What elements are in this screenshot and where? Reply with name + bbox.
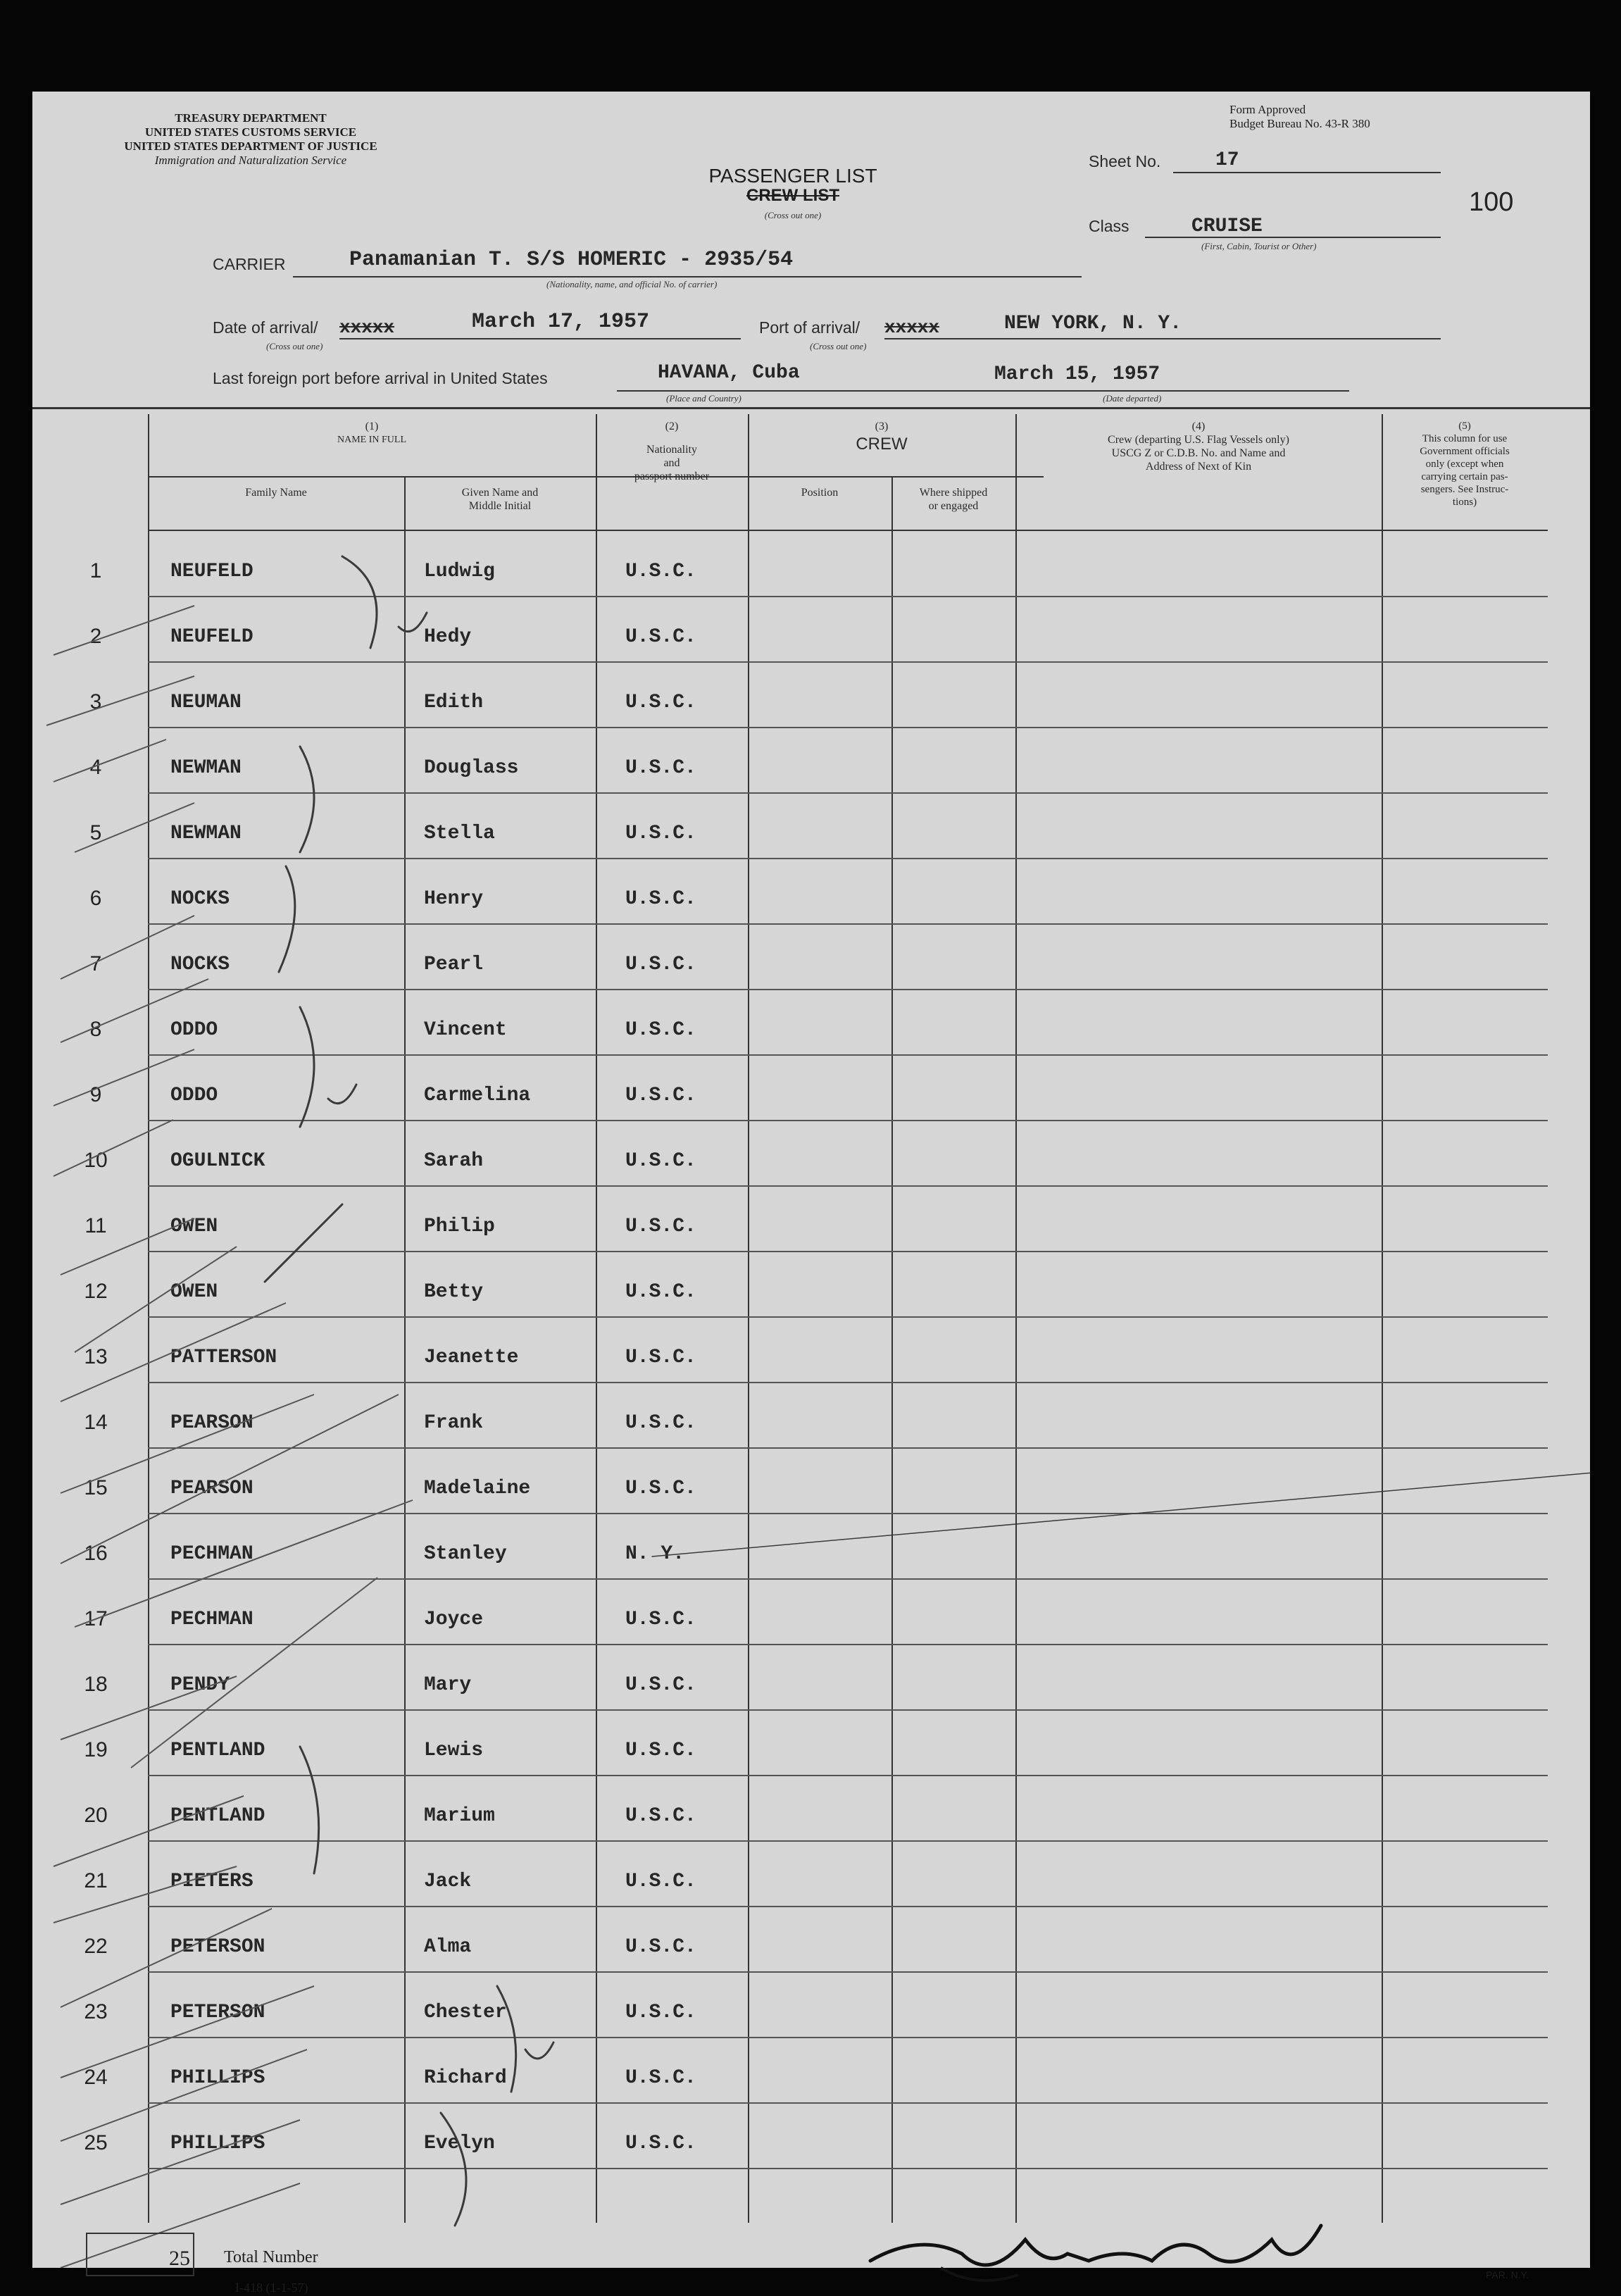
- carrier-label: CARRIER: [213, 255, 286, 273]
- given-name: Mary: [424, 1674, 472, 1696]
- nationality: U.S.C.: [625, 823, 696, 844]
- given-name: Richard: [424, 2067, 507, 2089]
- arrival-date-value: March 17, 1957: [472, 310, 650, 334]
- family-name: NOCKS: [170, 888, 230, 910]
- given-name: Betty: [424, 1281, 484, 1303]
- total-number-value: 25: [169, 2247, 190, 2270]
- crew-title: CREW: [856, 435, 908, 454]
- carrier-value: Panamanian T. S/S HOMERIC - 2935/54: [349, 248, 794, 272]
- given-name: Carmelina: [424, 1085, 531, 1106]
- family-name: NEWMAN: [170, 757, 242, 779]
- row-number: 22: [84, 1935, 108, 1958]
- nationality: U.S.C.: [625, 1412, 696, 1434]
- family-name: PHILLIPS: [170, 2133, 265, 2154]
- passenger-list-form: [32, 92, 1590, 2295]
- nationality: U.S.C.: [625, 1150, 696, 1172]
- col4-number: (4): [1191, 420, 1206, 432]
- signature: [856, 2211, 1363, 2296]
- gov-line6: tions): [1452, 497, 1477, 508]
- given-name: Philip: [424, 1216, 495, 1237]
- printer-mark: PAR. N.Y.: [1486, 2269, 1529, 2281]
- given-name: Edith: [424, 692, 484, 713]
- given-name: Frank: [424, 1412, 484, 1434]
- family-name: PETERSON: [170, 2002, 265, 2023]
- nationality: U.S.C.: [625, 1805, 696, 1827]
- given-name: Vincent: [424, 1019, 507, 1041]
- gov-line2: Government officials: [1420, 446, 1510, 457]
- where-shipped-line1: Where shipped: [919, 487, 988, 499]
- nationality: U.S.C.: [625, 1740, 696, 1761]
- given-name: Ludwig: [424, 561, 495, 582]
- agency-line-2: UNITED STATES CUSTOMS SERVICE: [144, 125, 357, 139]
- date-departed-value: March 15, 1957: [994, 363, 1160, 385]
- nationality: U.S.C.: [625, 2133, 696, 2154]
- row-number: 8: [89, 1018, 102, 1041]
- nationality: U.S.C.: [625, 1019, 696, 1041]
- total-number-label: Total Number: [224, 2248, 318, 2266]
- budget-bureau-text: Budget Bureau No. 43-R 380: [1229, 117, 1370, 130]
- family-name: PENTLAND: [170, 1740, 265, 1761]
- nationality: U.S.C.: [625, 2067, 696, 2089]
- family-name: NEUFELD: [170, 626, 254, 648]
- row-number: 24: [84, 2066, 108, 2089]
- nationality: U.S.C.: [625, 1281, 696, 1303]
- arrival-date-label: Date of arrival/: [213, 318, 318, 337]
- nationality: U.S.C.: [625, 1478, 696, 1499]
- row-number: 9: [89, 1083, 102, 1106]
- row-number: 20: [84, 1804, 108, 1827]
- nationality: U.S.C.: [625, 1609, 696, 1630]
- date-departed-caption: (Date departed): [1103, 393, 1162, 404]
- family-name: NEUMAN: [170, 692, 242, 713]
- family-name: ODDO: [170, 1085, 218, 1106]
- row-number: 19: [84, 1738, 108, 1761]
- given-name: Jack: [424, 1871, 472, 1892]
- title-caption: (Cross out one): [764, 210, 822, 220]
- crossed-out-crew-word: CREW LIST: [746, 186, 839, 205]
- form-approved-text: Form Approved: [1229, 103, 1306, 116]
- family-name: PATTERSON: [170, 1347, 277, 1368]
- nationality: U.S.C.: [625, 1936, 696, 1958]
- nationality-header-line1: Nationality: [646, 444, 697, 456]
- family-name: PENDY: [170, 1674, 230, 1696]
- nationality: U.S.C.: [625, 888, 696, 910]
- nationality: U.S.C.: [625, 692, 696, 713]
- sheet-no-label: Sheet No.: [1089, 152, 1161, 170]
- nationality: U.S.C.: [625, 1216, 696, 1237]
- row-number: 14: [84, 1411, 108, 1434]
- nationality-header-line3: passport number: [634, 470, 710, 482]
- class-caption: (First, Cabin, Tourist or Other): [1201, 241, 1317, 251]
- family-name: NEWMAN: [170, 823, 242, 844]
- col2-number: (2): [665, 420, 679, 432]
- family-name: PIETERS: [170, 1871, 254, 1892]
- row-number: 23: [84, 2000, 108, 2023]
- row-number: 2: [89, 625, 102, 648]
- port-crossed-word: xxxxx: [884, 317, 940, 338]
- next-of-kin-line1: Crew (departing U.S. Flag Vessels only): [1108, 434, 1289, 446]
- nationality-header-line2: and: [663, 457, 680, 469]
- family-name: ODDO: [170, 1019, 218, 1041]
- agency-line-1: TREASURY DEPARTMENT: [175, 111, 327, 125]
- form-number: I-418 (1-1-57): [235, 2281, 308, 2295]
- agency-line-3: UNITED STATES DEPARTMENT OF JUSTICE: [124, 139, 377, 153]
- nationality: U.S.C.: [625, 954, 696, 975]
- nationality: N. Y.: [625, 1543, 685, 1565]
- col5-number: (5): [1458, 420, 1471, 432]
- row-number: 7: [89, 952, 102, 975]
- given-name: Lewis: [424, 1740, 484, 1761]
- given-name: Chester: [424, 2002, 507, 2023]
- row-number: 1: [89, 559, 102, 582]
- family-name: OWEN: [170, 1281, 218, 1303]
- nationality: U.S.C.: [625, 1085, 696, 1106]
- port-label: Port of arrival/: [759, 318, 860, 337]
- given-name: Henry: [424, 888, 484, 910]
- total-number-box: [86, 2233, 194, 2276]
- family-name: PEARSON: [170, 1412, 254, 1434]
- given-name: Stella: [424, 823, 495, 844]
- family-name: PETERSON: [170, 1936, 265, 1958]
- family-name: PECHMAN: [170, 1609, 254, 1630]
- nationality: U.S.C.: [625, 1674, 696, 1696]
- row-number: 13: [84, 1345, 108, 1368]
- family-name: PEARSON: [170, 1478, 254, 1499]
- row-number: 12: [84, 1280, 108, 1303]
- given-name: Jeanette: [424, 1347, 519, 1368]
- row-number: 15: [84, 1476, 108, 1499]
- given-name: Douglass: [424, 757, 519, 779]
- handwritten-pencil-marks: [32, 92, 1590, 2268]
- given-name: Madelaine: [424, 1478, 531, 1499]
- sheet-no-value: 17: [1215, 149, 1239, 171]
- col3-number: (3): [875, 420, 889, 432]
- next-of-kin-line2: USCG Z or C.D.B. No. and Name and: [1111, 447, 1286, 459]
- page-number: 100: [1469, 187, 1514, 217]
- next-of-kin-line3: Address of Next of Kin: [1145, 461, 1252, 473]
- row-number: 3: [89, 690, 102, 713]
- given-name: Joyce: [424, 1609, 484, 1630]
- family-name: PENTLAND: [170, 1805, 265, 1827]
- row-number: 21: [84, 1869, 108, 1892]
- nationality: U.S.C.: [625, 1347, 696, 1368]
- given-name: Sarah: [424, 1150, 484, 1172]
- port-value: NEW YORK, N. Y.: [1004, 313, 1182, 335]
- row-number: 17: [84, 1607, 108, 1630]
- port-caption: (Cross out one): [810, 341, 867, 351]
- row-number: 5: [89, 821, 102, 844]
- given-name: Hedy: [424, 626, 472, 648]
- family-name-header: Family Name: [245, 487, 307, 499]
- family-name: OWEN: [170, 1216, 218, 1237]
- row-number: 11: [85, 1214, 107, 1237]
- row-number: 6: [89, 887, 102, 910]
- given-name: Marium: [424, 1805, 495, 1827]
- given-name: Alma: [424, 1936, 472, 1958]
- nationality: U.S.C.: [625, 626, 696, 648]
- gov-line5: sengers. See Instruc-: [1420, 484, 1509, 495]
- row-number: 4: [89, 756, 102, 779]
- nationality: U.S.C.: [625, 561, 696, 582]
- row-number: 25: [84, 2131, 108, 2154]
- given-name: Stanley: [424, 1543, 507, 1565]
- row-number: 18: [84, 1673, 108, 1696]
- arrival-crossed-word: xxxxx: [339, 317, 395, 338]
- col1-number: (1): [365, 420, 379, 432]
- given-name-header-line1: Given Name and: [461, 487, 539, 499]
- given-name: Evelyn: [424, 2133, 495, 2154]
- document-title: PASSENGER LIST: [708, 165, 877, 187]
- carrier-caption: (Nationality, name, and official No. of carrier): [546, 279, 718, 289]
- family-name: OGULNICK: [170, 1150, 265, 1172]
- gov-line1: This column for use: [1422, 433, 1508, 444]
- nationality: U.S.C.: [625, 1871, 696, 1892]
- last-port-caption: (Place and Country): [666, 393, 741, 404]
- given-name: Pearl: [424, 954, 484, 975]
- row-number: 10: [84, 1149, 108, 1172]
- family-name: PECHMAN: [170, 1543, 254, 1565]
- nationality: U.S.C.: [625, 2002, 696, 2023]
- gov-line3: only (except when: [1425, 458, 1504, 470]
- agency-line-4: Immigration and Naturalization Service: [154, 154, 347, 167]
- arrival-caption: (Cross out one): [266, 341, 323, 351]
- gov-line4: carrying certain pas-: [1421, 471, 1508, 482]
- last-port-label: Last foreign port before arrival in United States: [213, 369, 548, 387]
- nationality: U.S.C.: [625, 757, 696, 779]
- given-name-header-line2: Middle Initial: [468, 500, 532, 512]
- position-header: Position: [801, 487, 839, 499]
- family-name: NEUFELD: [170, 561, 254, 582]
- class-label: Class: [1089, 217, 1129, 235]
- last-port-value: HAVANA, Cuba: [658, 362, 800, 384]
- row-number: 16: [84, 1542, 108, 1565]
- col1-title: NAME IN FULL: [337, 435, 406, 445]
- class-value: CRUISE: [1191, 216, 1263, 237]
- where-shipped-line2: or engaged: [928, 500, 979, 512]
- family-name: NOCKS: [170, 954, 230, 975]
- family-name: PHILLIPS: [170, 2067, 265, 2089]
